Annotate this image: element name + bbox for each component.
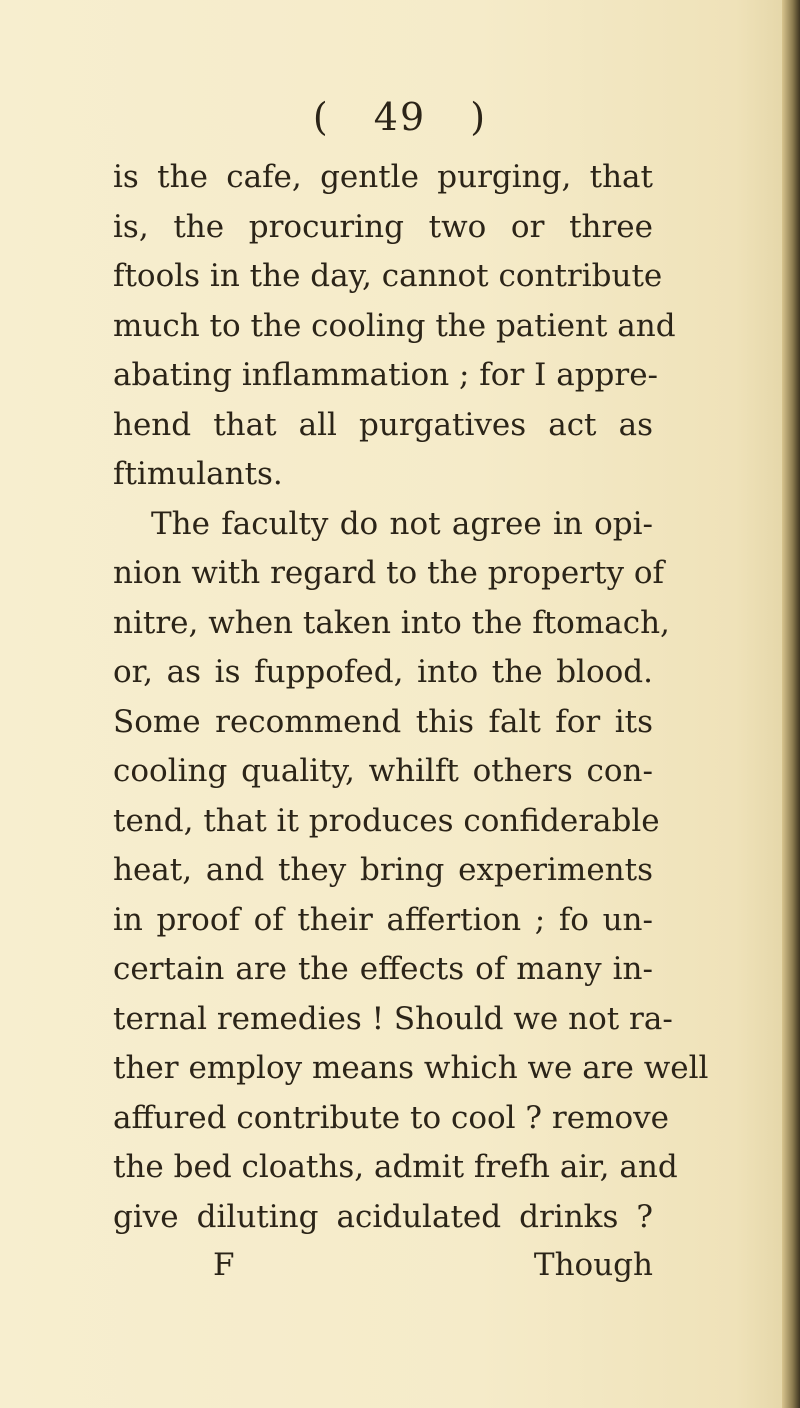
text-line: in proof of their affertion ; fo un- xyxy=(113,901,653,938)
text-line: is, the procuring two or three xyxy=(113,208,653,245)
text-line: abating inflammation ; for I appre- xyxy=(113,357,659,393)
signature-mark: F xyxy=(213,1247,235,1283)
text-line: much to the cooling the patient and xyxy=(113,307,676,344)
text-line: nion with regard to the property of xyxy=(113,555,664,591)
text-line: ftimulants. xyxy=(113,456,283,492)
body-text xyxy=(113,153,709,1242)
text-line: nitre, when taken into the ftomach, xyxy=(113,604,670,641)
text-line: certain are the effects of many in- xyxy=(113,951,653,987)
text-line: or, as is fuppofed, into the blood. xyxy=(113,654,653,690)
page-edge xyxy=(782,0,800,1408)
text-line: hend that all purgatives act as xyxy=(113,406,653,443)
text-line: ftools in the day, cannot contribute xyxy=(113,258,663,294)
text-line: the bed cloaths, admit frefh air, and xyxy=(113,1149,678,1185)
text-line: is the cafe, gentle purging, that xyxy=(113,159,653,195)
text-line: affured contribute to cool ? remove xyxy=(113,1099,669,1136)
text-line: heat, and they bring experiments xyxy=(113,852,653,888)
page-footer xyxy=(113,1240,653,1290)
text-line: tend, that it produces confiderable xyxy=(113,802,660,839)
text-line: Some recommend this falt for its xyxy=(113,703,653,740)
text-line: cooling quality, whilft others con- xyxy=(113,753,653,789)
page-number: ( 49 ) xyxy=(312,95,488,139)
text-line: give diluting acidulated drinks ? xyxy=(113,1198,653,1235)
text-line: The faculty do not agree in opi- xyxy=(151,505,653,542)
text-line: ternal remedies ! Should we not ra- xyxy=(113,1000,673,1037)
catchword: Though xyxy=(533,1247,653,1283)
text-line: ther employ means which we are well xyxy=(113,1050,709,1086)
